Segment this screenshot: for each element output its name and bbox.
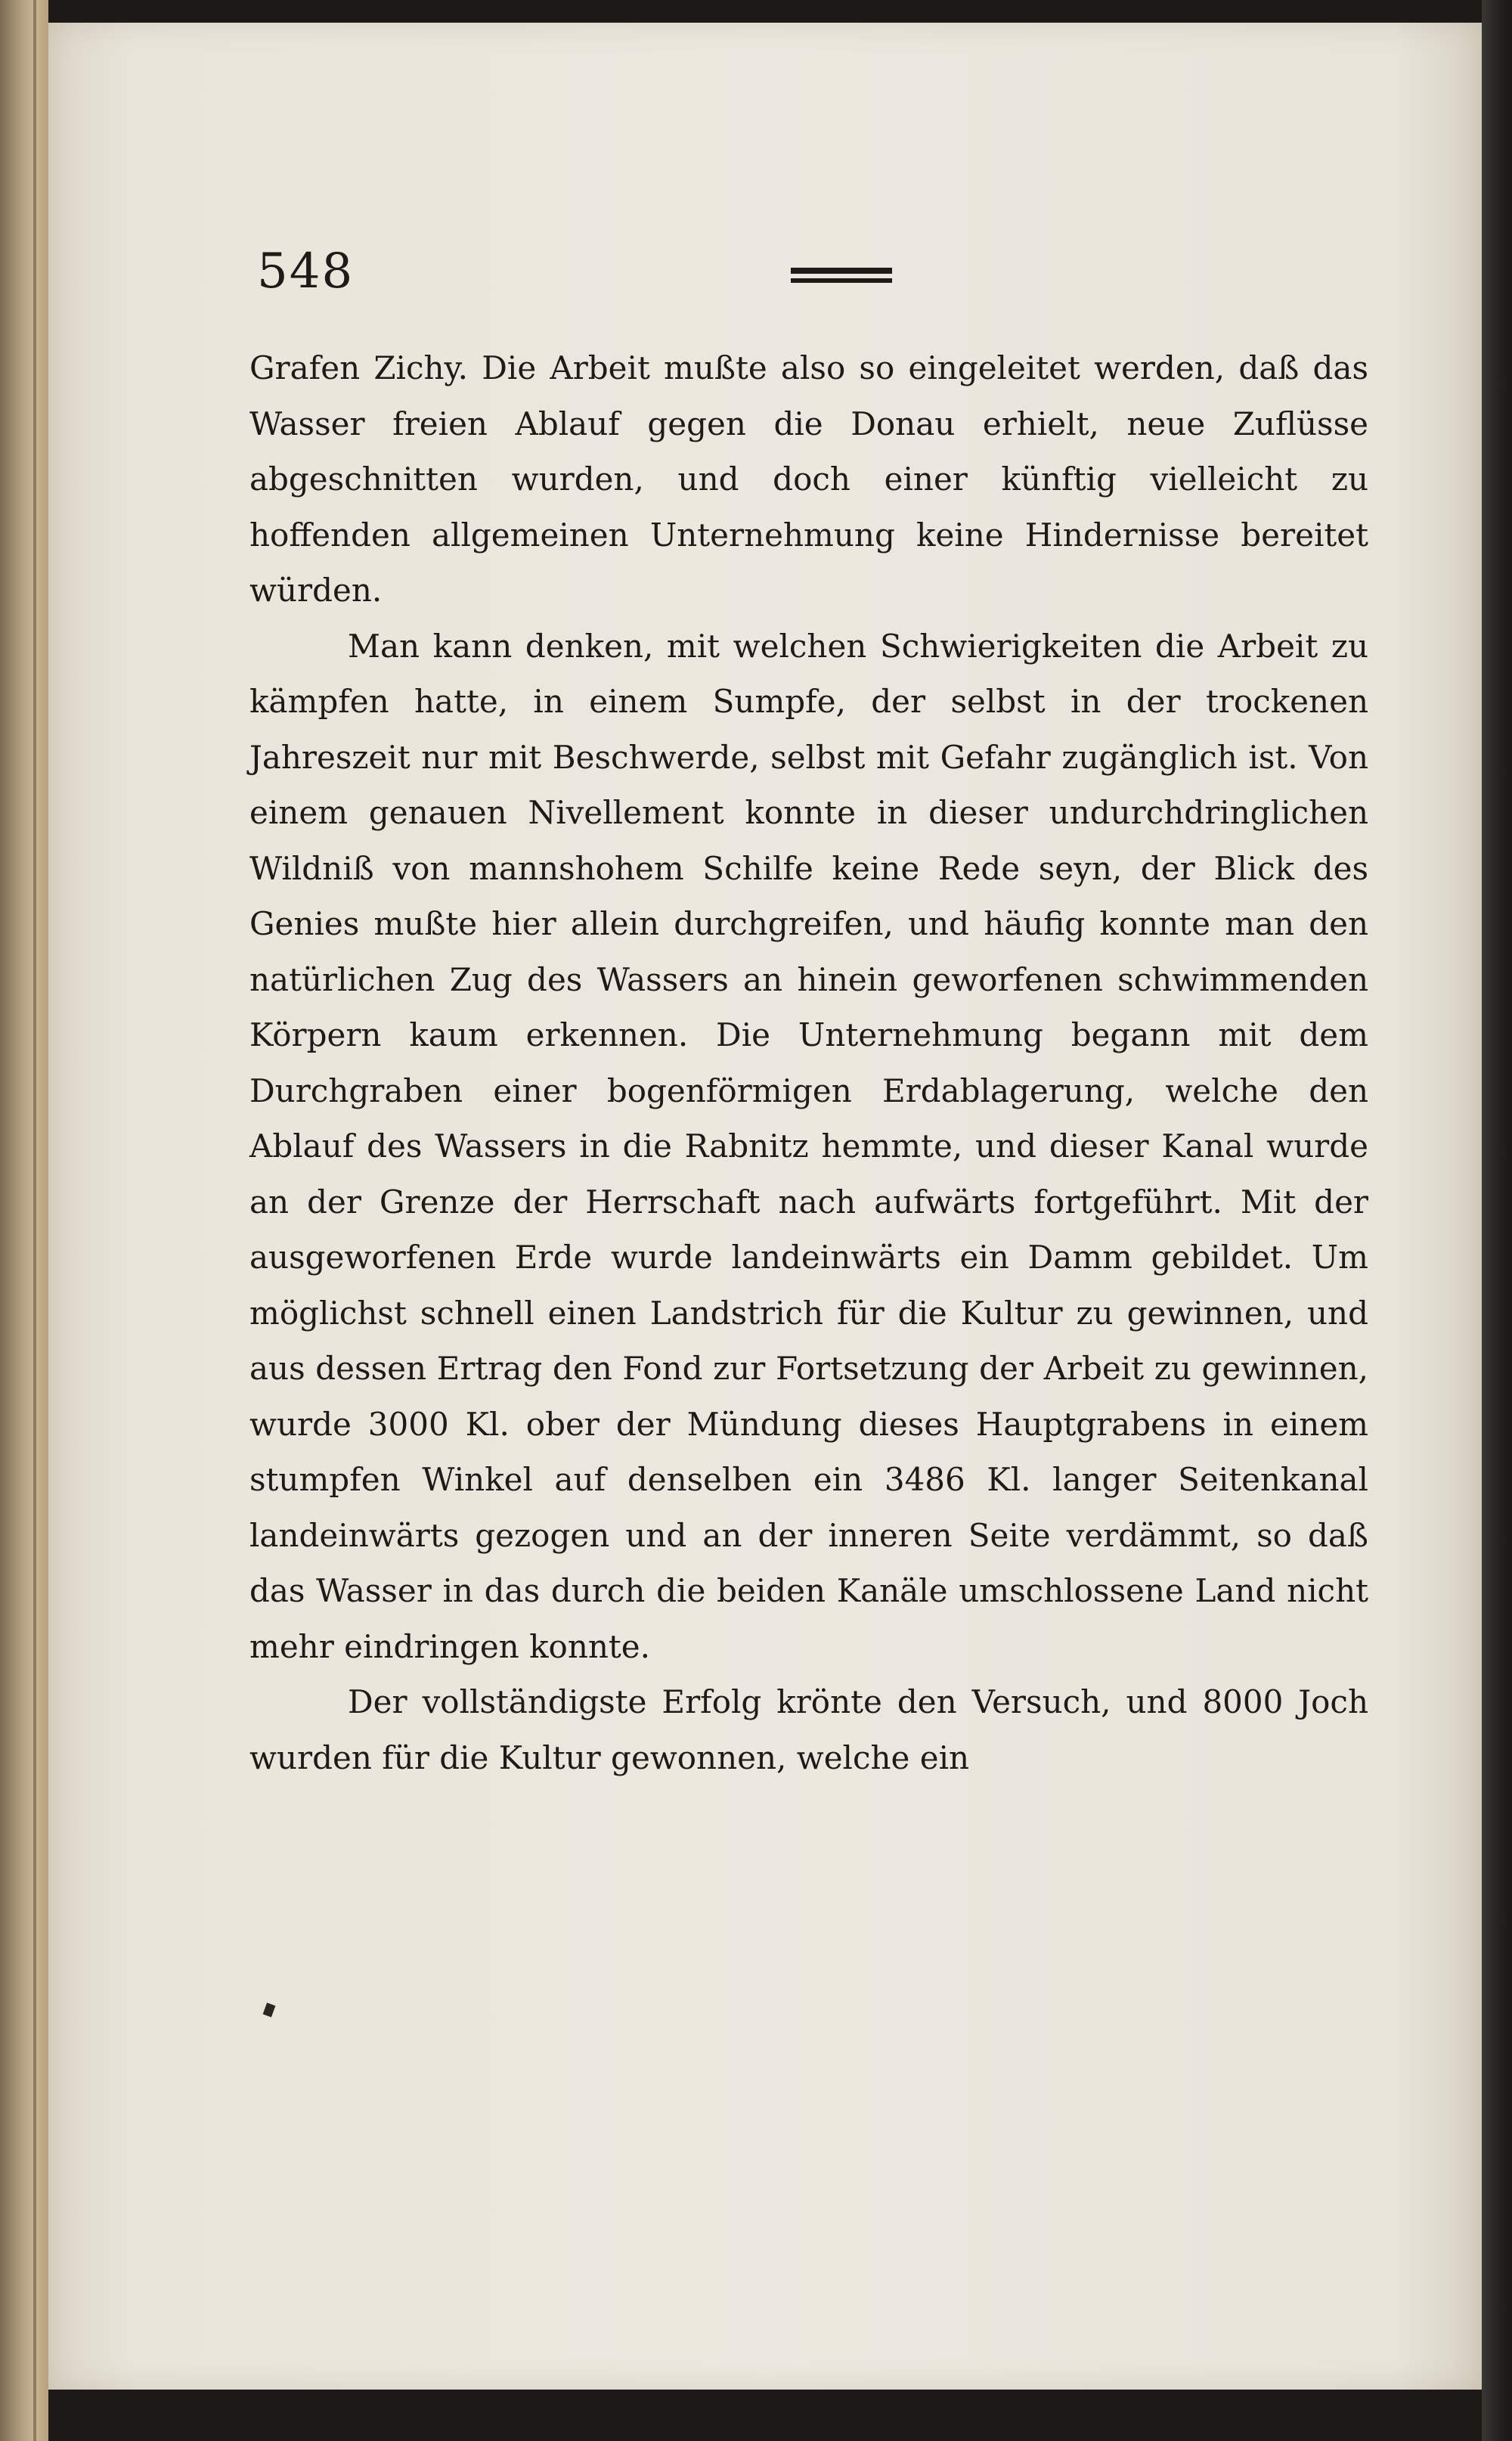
paragraph-success: Der vollständigste Erfolg krönte den Versuch, und 8000 Joch wurden für die Kultur gewonnen, welche ein — [249, 1683, 1368, 1776]
book-binding — [1482, 0, 1512, 2441]
book-page-edges — [0, 0, 48, 2441]
paragraph-continuation: Grafen Zichy. Die Arbeit mußte also so eingeleitet werden, daß das Wasser freien Ablauf gegen die Donau erhielt, neue Zuflüsse abgeschnitten wurden, und doch einer künftig vielleicht zu hoffenden allgemeinen Unternehmung keine Hindernisse bereitet würden. — [249, 349, 1368, 609]
body-text — [249, 340, 1368, 1785]
paragraph-difficulties: Man kann denken, mit welchen Schwierigkeiten die Arbeit zu kämpfen hatte, in einem Sumpfe, der selbst in der trockenen Jahreszeit nur mit Beschwerde, selbst mit Gefahr zugänglich ist. Von einem genauen Nivellement konnte in dieser undurchdringlichen Wildniß von mannshohem Schilfe keine Rede seyn, der Blick des Genies mußte hier allein durchgreifen, und häufig konnte man den natürlichen Zug des Wassers an hinein geworfenen schwimmenden Körpern kaum erkennen. Die Unternehmung begann mit dem Durchgraben einer bogenförmigen Erdablagerung, welche den Ablauf des Wassers in die Rabnitz hemmte, und dieser Kanal wurde an der Grenze der Herrschaft nach aufwärts fortgeführt. Mit der ausgeworfenen Erde wurde landeinwärts ein Damm gebildet. Um möglichst schnell einen Landstrich für die Kultur zu gewinnen, und aus dessen Ertrag den Fond zur Fortsetzung der Arbeit zu gewinnen, wurde 3000 Kl. ober der Mündung dieses Hauptgrabens in einem stumpfen Winkel auf denselben ein 3486 Kl. langer Seitenkanal landeinwärts gezogen und an der inneren Seite verdämmt, so daß das Wasser in das durch die beiden Kanäle umschlossene Land nicht mehr eindringen konnte. — [249, 627, 1368, 1665]
page-number: 548 — [257, 243, 355, 299]
page-edge-line — [33, 0, 36, 2441]
header-double-rule — [791, 268, 892, 274]
